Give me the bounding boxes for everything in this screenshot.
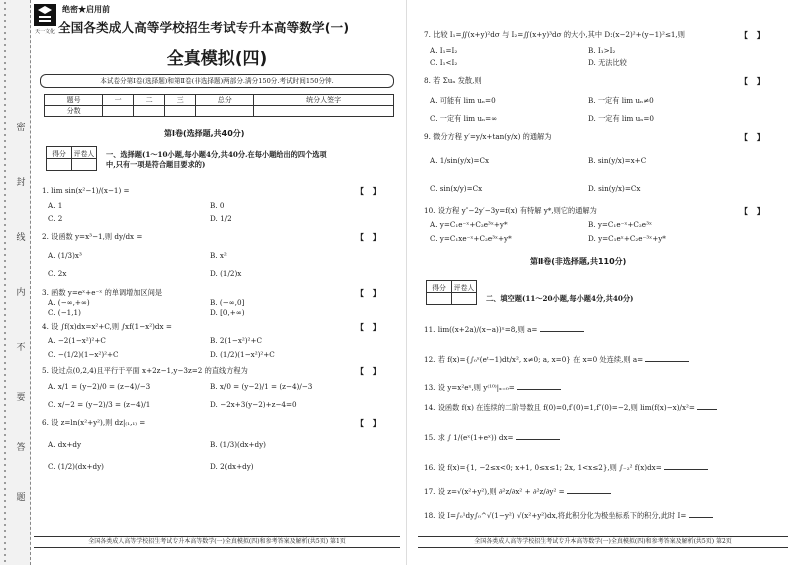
answer-blank [567,486,611,494]
option-b: B. 0 [210,201,225,210]
option-a: A. x/1 = (y−2)/0 = (z−4)/−3 [48,382,151,391]
page-left [34,4,400,552]
fill-question [424,402,717,412]
answer-blank [697,402,717,410]
option-b: B. x² [210,251,227,260]
option-c: C. I₁<I₂ [430,58,458,67]
option-a: A. (−∞,+∞) [48,298,90,307]
grader-score-label: 得分 [427,281,452,293]
option-a: A. 1/sin(y/x)=Cx [430,156,490,165]
answer-bracket: 【 】 [740,132,768,142]
answer-bracket: 【 】 [356,366,384,376]
option-a: A. 可能有 lim uₙ=0 [430,96,496,105]
binding-char: 封 [16,178,26,188]
section1-title: 第Ⅰ卷(选择题,共40分) [164,129,245,138]
exam-title: 全国各类成人高等学校招生考试专升本高等数学(一) [58,20,350,35]
fill-question-text: 11. lim((x+2a)/(x−a))ˣ=8,则 a= [424,325,538,334]
score-row-label: 分数 [45,106,103,117]
option-a: A. dx+dy [48,440,82,449]
fill-question-text: 12. 若 f(x)={∫₀ˣ(eᵗ−1)dt/x², x≠0; a, x=0} 在 x=0 处连续,则 a= [424,355,644,364]
option-c: C. 一定有 lim uₙ=∞ [430,114,498,123]
score-table [44,94,394,117]
score-cell [103,106,134,117]
exam-subtitle: 全真模拟(四) [166,49,268,69]
section1-instruction: 中,只有一项是符合题目要求的) [106,160,206,169]
perforation-dots [2,0,10,565]
answer-blank [516,432,560,440]
fill-question-text: 17. 设 z=√(x²+y²),则 ∂²z/∂x² + ∂²z/∂y² = [424,487,565,496]
option-d: D. 2(dx+dy) [210,462,254,471]
brand-logo-icon [34,4,56,34]
option-a: A. (1/3)x³ [48,251,82,260]
option-c: C. (1/2)(dx+dy) [48,462,104,471]
grader-reviewer-label: 评卷人 [72,147,97,159]
fill-question-text: 16. 设 f(x)={1, −2≤x<0; x+1, 0≤x≤1; 2x, 1<x≤2},则 ∫₋₂² f(x)dx= [424,463,662,472]
score-header-cell: 统分人签字 [254,95,394,106]
option-a: A. I₁=I₂ [430,46,458,55]
question-stem: 4. 设 ∫f(x)dx=x²+C,则 ∫xf(1−x²)dx = [42,322,172,331]
option-d: D. (1/2)(1−x²)²+C [210,350,275,359]
answer-bracket: 【 】 [356,288,384,298]
answer-blank [540,324,584,332]
option-d: D. 1/2 [210,214,232,223]
score-header-cell: 一 [103,95,134,106]
fill-question-text: 13. 设 y=x²eˣ,则 y⁽¹⁰⁾|ₓ₌₀= [424,383,515,392]
option-d: D. 无法比较 [588,58,627,67]
fill-question [424,486,611,496]
option-b: B. sin(y/x)=x+C [588,156,647,165]
option-b: B. (−∞,0] [210,298,245,307]
grader-box [426,280,477,305]
answer-bracket: 【 】 [740,206,768,216]
fill-question [424,354,689,364]
option-d: D. sin(y/x)=Cx [588,184,641,193]
exam-notice: 本试卷分第Ⅰ卷(选择题)和第Ⅱ卷(非选择题)两部分.满分150分.考试时间150分钟. [40,74,394,88]
question-stem: 7. 比较 I₁=∬(x+y)²dσ 与 I₂=∬(x+y)³dσ 的大小,其中 D:(x−2)²+(y−1)²≤1,则 [424,30,685,39]
page-fold [406,0,407,565]
grader-box [46,146,97,171]
option-a: A. 1 [48,201,63,210]
grader-cell [427,293,452,305]
answer-bracket: 【 】 [356,186,384,196]
binding-margin [0,0,31,565]
score-cell [254,106,394,117]
page-footer: 全国各类成人高等学校招生考试专升本高等数学(一)全真模拟(四)和参考答案及解析(共5页) 第1页 [34,536,400,548]
option-b: B. x/0 = (y−2)/1 = (z−4)/−3 [210,382,313,391]
answer-blank [664,462,708,470]
question-stem: 3. 函数 y=eˣ+e⁻ˣ 的单调增加区间是 [42,288,163,297]
question-stem: 9. 微分方程 y′=y/x+tan(y/x) 的通解为 [424,132,552,141]
fill-question [424,382,561,392]
section2-title: 第Ⅱ卷(非选择题,共110分) [530,257,627,266]
secret-label: 绝密★启用前 [62,4,110,14]
question-stem: 1. lim sin(x²−1)/(x−1) = [42,186,130,195]
fill-section-title: 二、填空题(11～20小题,每小题4分,共40分) [486,294,634,303]
question-stem: 10. 设方程 y″−2y′−3y=f(x) 有特解 y*,则它的通解为 [424,206,597,215]
section1-instruction: 一、选择题(1～10小题,每小题4分,共40分.在每小题给出的四个选项 [106,150,327,159]
score-header-cell: 三 [165,95,196,106]
binding-char: 密 [16,123,26,133]
answer-bracket: 【 】 [740,30,768,40]
fill-question-text: 14. 设函数 f(x) 在连续的二阶导数且 f(0)=0,f′(0)=1,f″(0)=−2,则 lim(f(x)−x)/x²= [424,403,695,412]
option-c: C. sin(x/y)=Cx [430,184,483,193]
option-d: D. −2x+3(y−2)+z−4=0 [210,400,297,409]
fill-question [424,510,713,520]
grader-cell [72,159,97,171]
option-b: B. (1/3)(dx+dy) [210,440,266,449]
question-stem: 6. 设 z=ln(x²+y²),则 dz|₍₁,₁₎ = [42,418,146,427]
grader-cell [452,293,477,305]
score-cell [196,106,254,117]
question-stem: 8. 若 Σuₙ 发散,则 [424,76,482,85]
fill-question-text: 18. 设 I=∫₀¹dy∫₀^√(1−y²) √(x²+y²)dx,将此积分化为极坐标系下的积分,此时 I= [424,511,687,520]
fill-question [424,462,708,472]
option-a: A. −2(1−x²)²+C [48,336,106,345]
option-c: C. (−1,1) [48,308,81,317]
binding-char: 要 [16,393,26,403]
binding-char: 题 [16,493,26,503]
option-d: D. 一定有 lim uₙ=0 [588,114,654,123]
option-a: A. y=C₁e⁻ˣ+C₂e³ˣ+y* [430,220,508,229]
option-d: D. y=C₁eˣ+C₂e⁻³ˣ+y* [588,234,666,243]
answer-bracket: 【 】 [356,322,384,332]
question-stem: 5. 设过点(0,2,4)且平行于平面 x+2z−1,y−3z=2 的直线方程为 [42,366,248,375]
brand-name: 天一文化 [34,29,56,34]
binding-char: 不 [16,343,26,353]
question-stem: 2. 设函数 y=x³−1,则 dy/dx = [42,232,143,241]
score-header-cell: 二 [134,95,165,106]
score-cell [165,106,196,117]
grader-score-label: 得分 [47,147,72,159]
option-c: C. x/−2 = (y−2)/3 = (z−4)/1 [48,400,151,409]
option-d: D. (1/2)x [210,269,242,278]
option-c: C. y=C₁xe⁻ˣ+C₂e³ˣ+y* [430,234,512,243]
answer-blank [517,382,561,390]
option-b: B. y=C₁e⁻ˣ+C₂e³ˣ [588,220,652,229]
answer-bracket: 【 】 [356,232,384,242]
option-c: C. −(1/2)(1−x²)²+C [48,350,119,359]
score-cell [134,106,165,117]
fill-question [424,432,560,442]
binding-char: 线 [16,233,26,243]
option-b: B. 一定有 lim uₙ≠0 [588,96,654,105]
option-c: C. 2 [48,214,63,223]
score-header-cell: 总分 [196,95,254,106]
answer-bracket: 【 】 [740,76,768,86]
fill-question [424,324,584,334]
score-header-cell: 题号 [45,95,103,106]
option-b: B. I₁>I₂ [588,46,616,55]
page-right [418,4,794,552]
binding-char: 内 [16,288,26,298]
answer-blank [689,510,713,518]
answer-blank [645,354,689,362]
grader-reviewer-label: 评卷人 [452,281,477,293]
grader-cell [47,159,72,171]
binding-char: 答 [16,443,26,453]
fill-question-text: 15. 求 ∫ 1/(eˣ(1+eˣ)) dx= [424,433,514,442]
answer-bracket: 【 】 [356,418,384,428]
option-c: C. 2x [48,269,67,278]
page-footer: 全国各类成人高等学校招生考试专升本高等数学(一)全真模拟(四)和参考答案及解析(共5页) 第2页 [418,536,788,548]
option-b: B. 2(1−x²)²+C [210,336,262,345]
option-d: D. [0,+∞) [210,308,245,317]
